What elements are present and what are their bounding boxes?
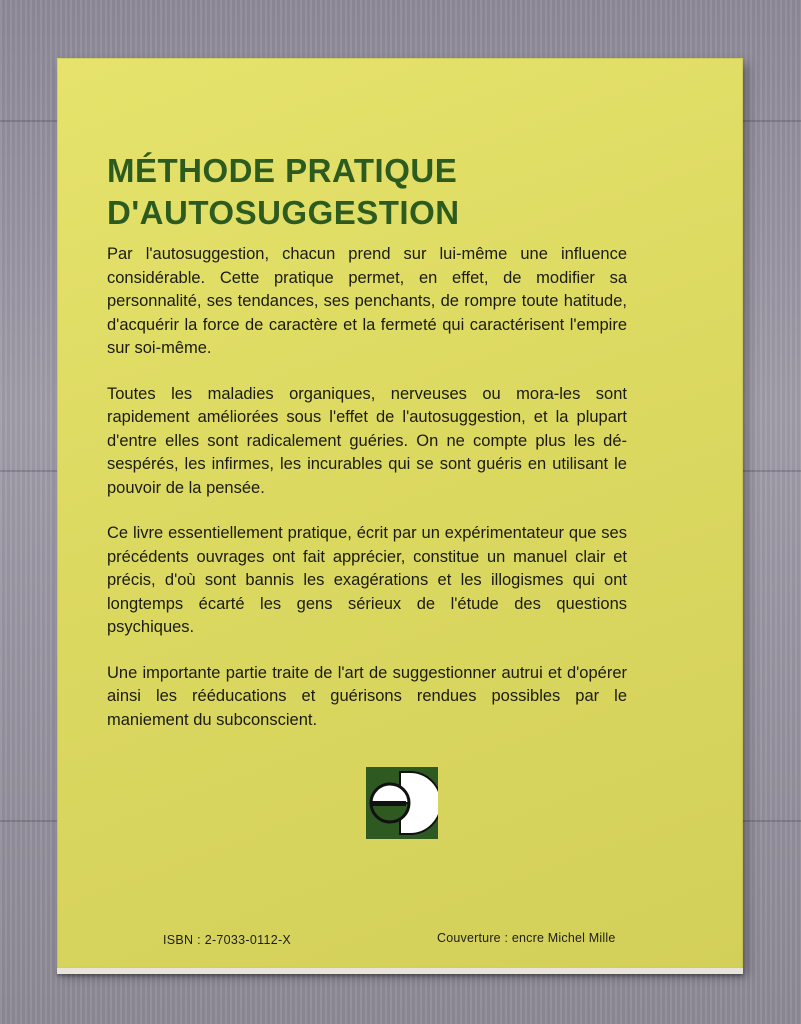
cover-credit: Couverture : encre Michel Mille — [437, 931, 616, 945]
isbn-number: ISBN : 2-7033-0112-X — [163, 933, 292, 947]
blurb-paragraph: Une importante partie traite de l'art de suggestionner autrui et d'opérer ainsi les rééducations et guérisons rendues possibles par le maniement du subconscient. — [107, 663, 627, 729]
blurb-paragraph: Toutes les maladies organiques, nerveuses ou mora-les sont rapidement améliorées sous l'effet de l'autosuggestion, et la plupart d'entre elles sont radicalement guéries. On ne compte plus les dé-sespérés, les infirmes, les incurables qui se sont guéris en utilisant le pouvoir de la pensée. — [107, 384, 627, 497]
publisher-logo-icon — [366, 767, 438, 839]
book-page-edge — [57, 968, 743, 974]
blurb-paragraph: Ce livre essentiellement pratique, écrit par un expérimentateur que ses précédents ouvrages ont fait apprécier, constitue un manuel clair et précis, d'où sont bannis les exagérations et les illogismes qui ont longtemps écarté les gens sérieux de l'étude des questions psychiques. — [107, 524, 627, 636]
blurb-text — [107, 243, 627, 754]
blurb-paragraph: Par l'autosuggestion, chacun prend sur lui-même une influence considérable. Cette pratique permet, en effet, de modifier sa personnalité, ses tendances, ses penchants, de rompre toute hatitude, d'acquérir la force de caractère et la fermeté qui caractérisent l'empire sur soi-même. — [107, 245, 627, 357]
book-title: MÉTHODE PRATIQUE D'AUTOSUGGESTION — [107, 152, 460, 231]
